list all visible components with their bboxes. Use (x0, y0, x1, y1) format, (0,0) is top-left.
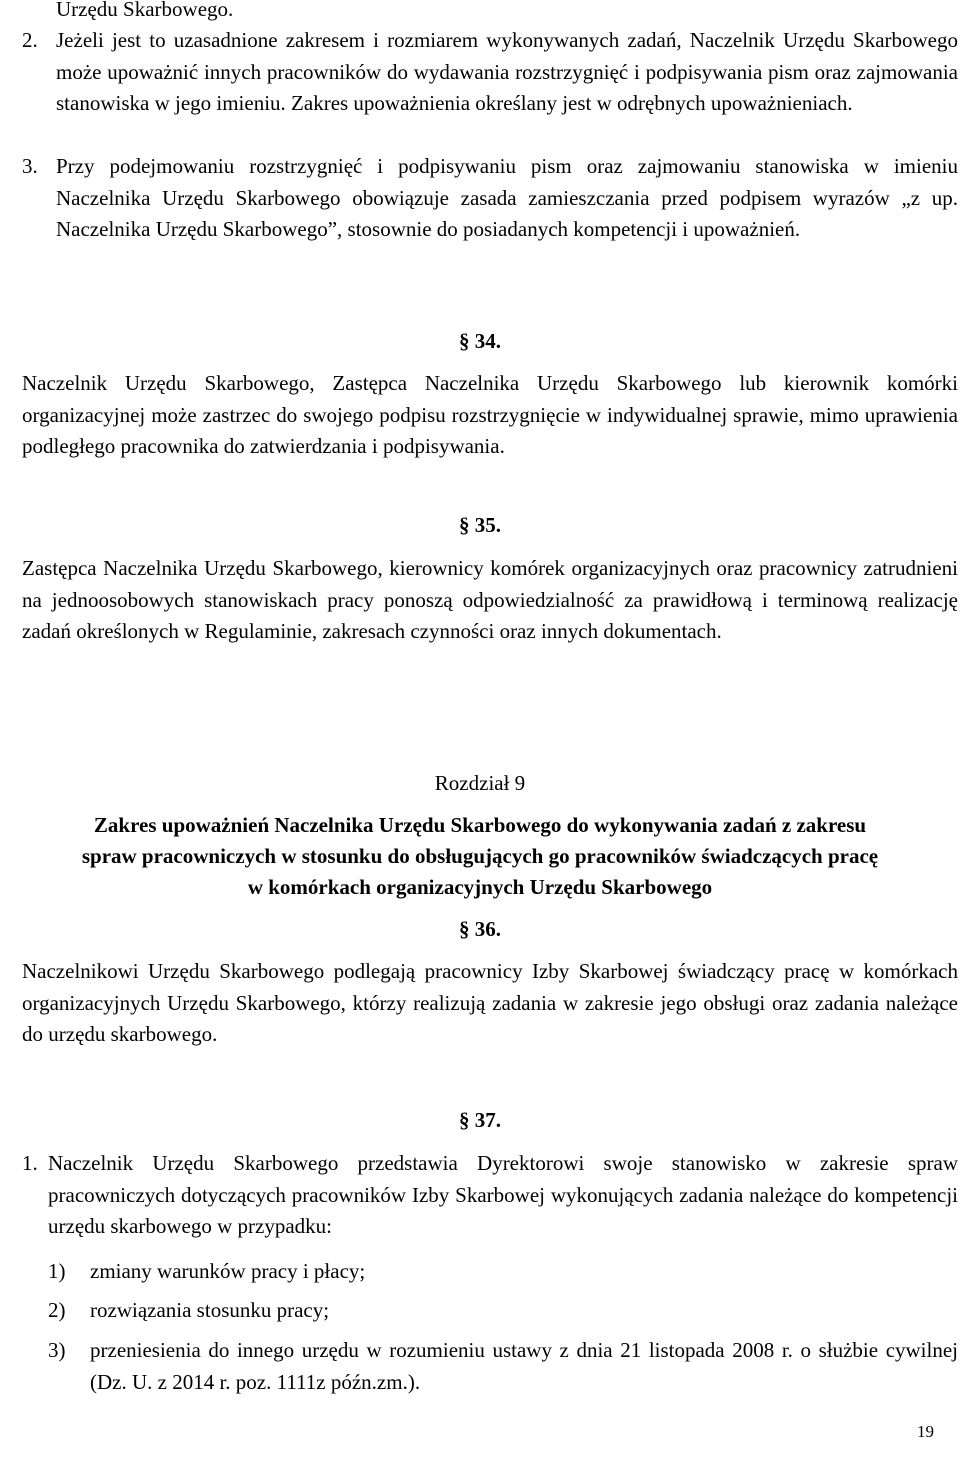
list-number: 2) (48, 1298, 66, 1322)
list-item-2: rozwiązania stosunku pracy; (90, 1298, 330, 1322)
carry-over-text: Urzędu Skarbowego. (56, 0, 234, 21)
list-item-3: przeniesienia do innego urzędu w rozumieniu ustawy z dnia 21 listopada 2008 r. o służbie cywilnej (Dz. U. z 2014 r. poz. 1111z późn.zm.). (90, 1338, 958, 1394)
chapter-label: Rozdział 9 (434, 771, 526, 795)
section-34-text: Naczelnik Urzędu Skarbowego, Zastępca Naczelnika Urzędu Skarbowego lub kierownik komórki organizacyjnej może zastrzec do swojego podpisu rozstrzygnięcie w indywidualnej sprawie, mimo uprawienia podległego pracownika do zatwierdzania i podpisywania. (22, 371, 958, 458)
paragraph-item-2: Jeżeli jest to uzasadnione zakresem i rozmiarem wykonywanych zadań, Naczelnik Urzędu Skarbowego może upoważnić innych pracowników do wydawania rozstrzygnięć i podpisywania pism oraz zajmowania stanowiska w jego imieniu. Zakres upoważnienia określany jest w odrębnych upoważnieniach. (56, 28, 958, 115)
paragraph-item-3: Przy podejmowaniu rozstrzygnięć i podpisywaniu pism oraz zajmowaniu stanowiska w imieniu Naczelnika Urzędu Skarbowego obowiązuje zasada zamieszczania przed podpisem wyrazów „z up. Naczelnika Urzędu Skarbowego”, stosownie do posiadanych kompetencji i upoważnień. (56, 154, 958, 241)
item-number: 1. (22, 1151, 38, 1175)
chapter-title-line-1: Zakres upoważnień Naczelnika Urzędu Skarbowego do wykonywania zadań z zakresu (93, 813, 867, 837)
item-number: 3. (22, 154, 38, 178)
list-item-1: zmiany warunków pracy i płacy; (90, 1259, 366, 1283)
section-37-item-1: Naczelnik Urzędu Skarbowego przedstawia Dyrektorowi swoje stanowisko w zakresie spraw pracowniczych dotyczących pracowników Izby Skarbowej wykonujących zadania należące do kompetencji urzędu skarbowego w przypadku: (48, 1151, 958, 1238)
list-number: 3) (48, 1338, 66, 1362)
chapter-title-line-3: w komórkach organizacyjnych Urzędu Skarbowego (247, 875, 713, 899)
section-heading-34: § 34. (459, 329, 501, 353)
page-number: 19 (917, 1422, 934, 1441)
section-35-text: Zastępca Naczelnika Urzędu Skarbowego, kierownicy komórek organizacyjnych oraz pracownicy zatrudnieni na jednoosobowych stanowiskach pracy ponoszą odpowiedzialność za prawidłową i terminową realizację zadań określonych w Regulaminie, zakresach czynności oraz innych dokumentach. (22, 556, 958, 643)
chapter-title-line-2: spraw pracowniczych w stosunku do obsługujących go pracowników świadczących pracę (81, 844, 879, 868)
section-heading-36: § 36. (459, 917, 501, 941)
section-heading-37: § 37. (459, 1108, 501, 1132)
item-number: 2. (22, 28, 38, 52)
list-number: 1) (48, 1259, 66, 1283)
section-36-text: Naczelnikowi Urzędu Skarbowego podlegają pracownicy Izby Skarbowej świadczący pracę w komórkach organizacyjnych Urzędu Skarbowego, którzy realizują zadania w zakresie jego obsługi oraz zadania należące do urzędu skarbowego. (22, 959, 958, 1046)
section-heading-35: § 35. (459, 513, 501, 537)
